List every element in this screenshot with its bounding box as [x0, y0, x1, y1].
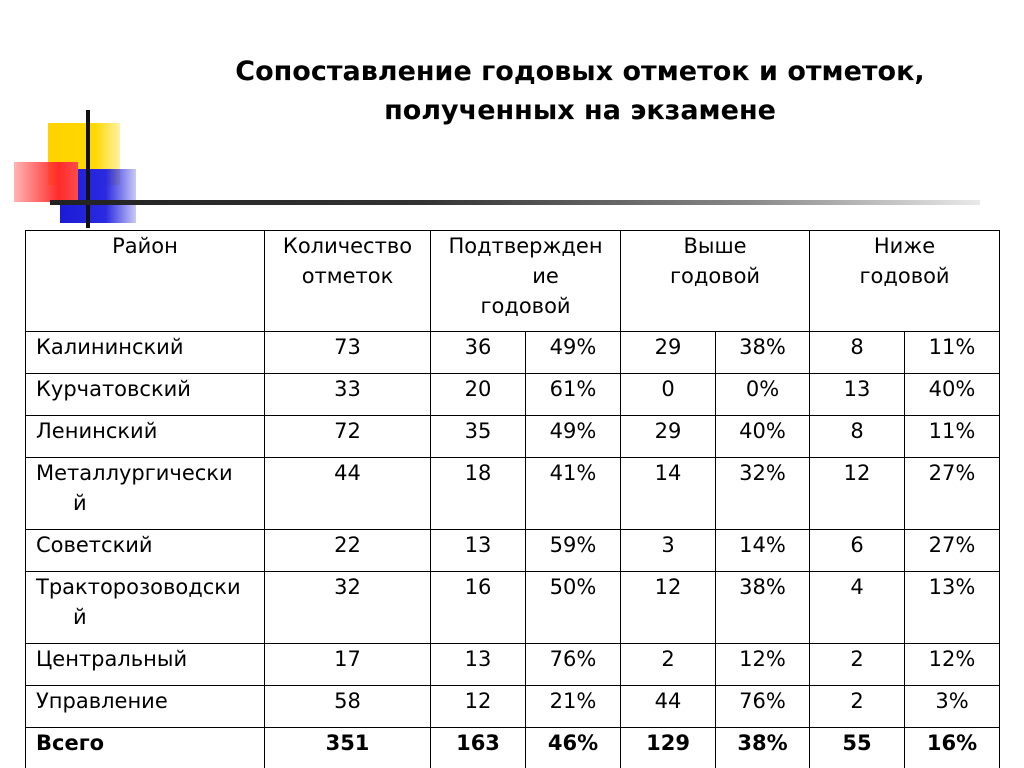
- below-count-cell: 8: [810, 332, 905, 374]
- above-count-cell: 44: [621, 686, 716, 728]
- district-name-cell: Тракторозоводски й: [26, 572, 265, 644]
- below-percent-cell: 40%: [905, 374, 1000, 416]
- above-count-cell: 14: [621, 458, 716, 530]
- count-cell: 22: [265, 530, 431, 572]
- count-cell: 73: [265, 332, 431, 374]
- confirmed-percent-cell: 59%: [526, 530, 621, 572]
- title-line-1: Сопоставление годовых отметок и отметок,: [235, 56, 925, 87]
- count-cell: 17: [265, 644, 431, 686]
- below-count-cell: 6: [810, 530, 905, 572]
- below-count-cell: 13: [810, 374, 905, 416]
- confirmed-percent-cell: 41%: [526, 458, 621, 530]
- horizontal-rule-decoration: [50, 200, 980, 205]
- confirmed-percent-cell: 49%: [526, 332, 621, 374]
- confirmed-count-cell: 16: [431, 572, 526, 644]
- total-confirmed-count-cell: 163: [431, 728, 526, 768]
- table-row: [26, 686, 1000, 728]
- above-percent-cell: 0%: [716, 374, 810, 416]
- confirmed-percent-cell: 61%: [526, 374, 621, 416]
- above-count-cell: 2: [621, 644, 716, 686]
- below-percent-cell: 11%: [905, 416, 1000, 458]
- count-cell: 44: [265, 458, 431, 530]
- district-name-cell: Калининский: [26, 332, 265, 374]
- total-below-count-cell: 55: [810, 728, 905, 768]
- table-row: [26, 530, 1000, 572]
- count-cell: 72: [265, 416, 431, 458]
- table-row: [26, 374, 1000, 416]
- header-confirmed: Подтвержден ие годовой: [431, 231, 621, 332]
- above-count-cell: 29: [621, 332, 716, 374]
- vertical-rule-decoration: [86, 110, 90, 228]
- district-name-cell: Центральный: [26, 644, 265, 686]
- table-row: [26, 332, 1000, 374]
- below-count-cell: 2: [810, 644, 905, 686]
- table-row: [26, 458, 1000, 530]
- header-count: Количество отметок: [265, 231, 431, 332]
- above-count-cell: 3: [621, 530, 716, 572]
- total-count-cell: 351: [265, 728, 431, 768]
- above-percent-cell: 32%: [716, 458, 810, 530]
- total-above-percent-cell: 38%: [716, 728, 810, 768]
- table-row: [26, 416, 1000, 458]
- above-count-cell: 0: [621, 374, 716, 416]
- above-percent-cell: 76%: [716, 686, 810, 728]
- below-percent-cell: 27%: [905, 458, 1000, 530]
- page-title: [170, 52, 990, 130]
- title-line-2: полученных на экзамене: [384, 95, 776, 126]
- table-header-row: [26, 231, 1000, 332]
- total-label-cell: Всего: [26, 728, 265, 768]
- district-name-cell: Управление: [26, 686, 265, 728]
- above-count-cell: 29: [621, 416, 716, 458]
- table-row: [26, 572, 1000, 644]
- confirmed-percent-cell: 76%: [526, 644, 621, 686]
- comparison-table: [25, 230, 1000, 768]
- district-name-cell: Металлургически й: [26, 458, 265, 530]
- total-above-count-cell: 129: [621, 728, 716, 768]
- district-name-cell: Советский: [26, 530, 265, 572]
- header-district: Район: [26, 231, 265, 332]
- confirmed-count-cell: 13: [431, 644, 526, 686]
- count-cell: 32: [265, 572, 431, 644]
- above-percent-cell: 12%: [716, 644, 810, 686]
- yellow-square-decoration: [48, 123, 120, 185]
- table-total-row: [26, 728, 1000, 768]
- total-below-percent-cell: 16%: [905, 728, 1000, 768]
- below-percent-cell: 3%: [905, 686, 1000, 728]
- below-percent-cell: 27%: [905, 530, 1000, 572]
- above-count-cell: 12: [621, 572, 716, 644]
- confirmed-percent-cell: 49%: [526, 416, 621, 458]
- confirmed-count-cell: 20: [431, 374, 526, 416]
- blue-square-decoration: [60, 169, 136, 223]
- confirmed-count-cell: 36: [431, 332, 526, 374]
- above-percent-cell: 38%: [716, 572, 810, 644]
- confirmed-count-cell: 35: [431, 416, 526, 458]
- header-below: Ниже годовой: [810, 231, 1000, 332]
- district-name-cell: Ленинский: [26, 416, 265, 458]
- below-count-cell: 2: [810, 686, 905, 728]
- header-above: Выше годовой: [621, 231, 810, 332]
- below-percent-cell: 13%: [905, 572, 1000, 644]
- confirmed-percent-cell: 21%: [526, 686, 621, 728]
- below-percent-cell: 12%: [905, 644, 1000, 686]
- count-cell: 33: [265, 374, 431, 416]
- below-count-cell: 8: [810, 416, 905, 458]
- confirmed-count-cell: 18: [431, 458, 526, 530]
- confirmed-percent-cell: 50%: [526, 572, 621, 644]
- above-percent-cell: 14%: [716, 530, 810, 572]
- confirmed-count-cell: 13: [431, 530, 526, 572]
- confirmed-count-cell: 12: [431, 686, 526, 728]
- below-percent-cell: 11%: [905, 332, 1000, 374]
- below-count-cell: 12: [810, 458, 905, 530]
- count-cell: 58: [265, 686, 431, 728]
- above-percent-cell: 40%: [716, 416, 810, 458]
- below-count-cell: 4: [810, 572, 905, 644]
- above-percent-cell: 38%: [716, 332, 810, 374]
- district-name-cell: Курчатовский: [26, 374, 265, 416]
- table-row: [26, 644, 1000, 686]
- total-confirmed-percent-cell: 46%: [526, 728, 621, 768]
- red-square-decoration: [14, 162, 78, 202]
